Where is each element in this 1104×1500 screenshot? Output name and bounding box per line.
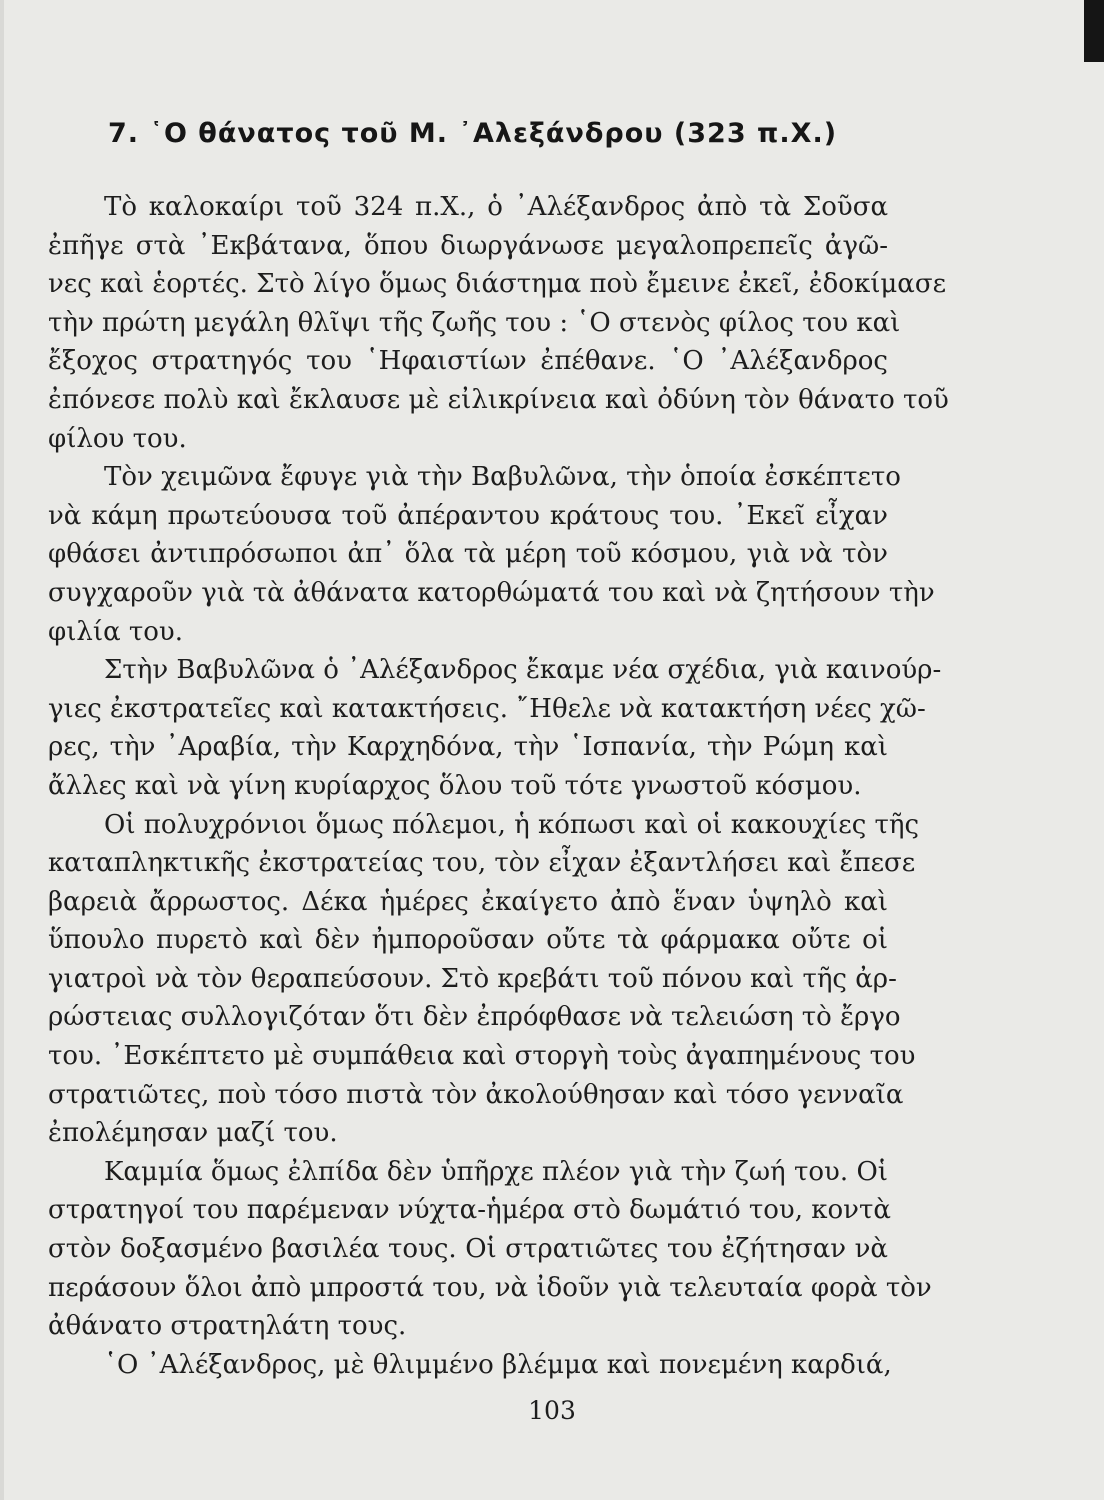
- text-line: βαρειὰ ἄρρωστος. Δέκα ἡμέρες ἐκαίγετο ἀπὸ ἕναν ὑψηλὸ καὶ: [48, 886, 888, 917]
- text-line: φιλία του.: [48, 616, 184, 647]
- scan-corner-mark: [1084, 0, 1104, 62]
- text-line: ἐπόνεσε πολὺ καὶ ἔκλαυσε μὲ εἰλικρίνεια καὶ ὀδύνη τὸν θάνατο τοῦ: [48, 384, 949, 415]
- page-number: 103: [528, 1396, 576, 1425]
- text-line: στρατιῶτες, ποὺ τόσο πιστὰ τὸν ἀκολούθησαν καὶ τόσο γενναῖα: [48, 1079, 904, 1110]
- text-line: ἐπῆγε στὰ ᾽Εκβάτανα, ὅπου διωργάνωσε μεγαλοπρεπεῖς ἀγῶ-: [48, 230, 888, 261]
- text-line: ἀθάνατο στρατηλάτη τους.: [48, 1311, 407, 1342]
- text-line: ὕπουλο πυρετὸ καὶ δὲν ἠμποροῦσαν οὔτε τὰ φάρμακα οὔτε οἱ: [48, 925, 888, 956]
- text-line: Τὸ καλοκαίρι τοῦ 324 π.Χ., ὁ ᾽Αλέξανδρος ἀπὸ τὰ Σοῦσα: [104, 192, 888, 222]
- text-line: στὸν δοξασμένο βασιλέα τους. Οἱ στρατιῶτες του ἐζήτησαν νὰ: [48, 1234, 888, 1265]
- body-text: [48, 188, 949, 1384]
- text-line: περάσουν ὅλοι ἀπὸ μπροστά του, νὰ ἰδοῦν γιὰ τελευταία φορὰ τὸν: [48, 1272, 932, 1303]
- paragraph-5: [48, 1153, 932, 1346]
- text-line: ἄλλες καὶ νὰ γίνη κυρίαρχος ὅλου τοῦ τότε γνωστοῦ κόσμου.: [48, 770, 862, 801]
- paragraph-3: [48, 651, 942, 805]
- text-line: ῾Ο ᾽Αλέξανδρος, μὲ θλιμμένο βλέμμα καὶ πονεμένη καρδιά,: [104, 1349, 892, 1380]
- text-line: φίλου του.: [48, 423, 187, 454]
- text-line: του. ᾽Εσκέπτετο μὲ συμπάθεια καὶ στοργὴ τοὺς ἀγαπημένους του: [48, 1041, 916, 1072]
- text-line: ρες, τὴν ᾽Αραβία, τὴν Καρχηδόνα, τὴν ῾Ισπανία, τὴν Ρώμη καὶ: [48, 732, 888, 763]
- text-line: Στὴν Βαβυλῶνα ὁ ᾽Αλέξανδρος ἔκαμε νέα σχέδια, γιὰ καινούρ-: [104, 655, 942, 686]
- text-line: ἔξοχος στρατηγός του ῾Ηφαιστίων ἐπέθανε. ῾Ο ᾽Αλέξανδρος: [48, 346, 888, 377]
- paragraph-1: [48, 188, 949, 458]
- text-line: ρώστειας συλλογιζόταν ὅτι δὲν ἐπρόφθασε νὰ τελειώση τὸ ἔργο: [48, 1002, 901, 1033]
- text-line: φθάσει ἀντιπρόσωποι ἀπ᾽ ὅλα τὰ μέρη τοῦ κόσμου, γιὰ νὰ τὸν: [48, 539, 888, 570]
- text-line: καταπληκτικῆς ἐκστρατείας του, τὸν εἶχαν ἐξαντλήσει καὶ ἔπεσε: [48, 848, 916, 879]
- paragraph-2: [48, 458, 935, 651]
- text-line: Καμμία ὅμως ἐλπίδα δὲν ὑπῆρχε πλέον γιὰ τὴν ζωή του. Οἱ: [104, 1156, 888, 1187]
- text-line: γιατροὶ νὰ τὸν θεραπεύσουν. Στὸ κρεβάτι τοῦ πόνου καὶ τῆς ἀρ-: [48, 963, 897, 994]
- text-line: γιες ἐκστρατεῖες καὶ κατακτήσεις. ῎Ηθελε νὰ κατακτήση νέες χῶ-: [48, 693, 926, 724]
- text-line: συγχαροῦν γιὰ τὰ ἀθάνατα κατορθώματά του καὶ νὰ ζητήσουν τὴν: [48, 577, 935, 608]
- text-line: στρατηγοί του παρέμεναν νύχτα-ἡμέρα στὸ δωμάτιό του, κοντὰ: [48, 1195, 891, 1226]
- chapter-title: 7. ῾Ο θάνατος τοῦ Μ. ᾽Αλεξάνδρου (323 π.Χ.): [108, 118, 838, 149]
- text-line: ἐπολέμησαν μαζί του.: [48, 1118, 338, 1149]
- text-line: νες καὶ ἑορτές. Στὸ λίγο ὅμως διάστημα ποὺ ἔμεινε ἐκεῖ, ἐδοκίμασε: [48, 269, 947, 300]
- page-edge-shadow: [0, 0, 4, 1500]
- text-line: Τὸν χειμῶνα ἔφυγε γιὰ τὴν Βαβυλῶνα, τὴν ὁποία ἐσκέπτετο: [104, 462, 901, 493]
- text-line: Οἱ πολυχρόνιοι ὅμως πόλεμοι, ἡ κόπωσι καὶ οἱ κακουχίες τῆς: [104, 809, 920, 840]
- text-line: τὴν πρώτη μεγάλη θλῖψι τῆς ζωῆς του : ῾Ο στενὸς φίλος του καὶ: [48, 307, 901, 338]
- text-line: νὰ κάμη πρωτεύουσα τοῦ ἀπέραντου κράτους του. ᾽Εκεῖ εἶχαν: [48, 500, 888, 531]
- paragraph-4: [48, 806, 920, 1153]
- paragraph-6: [48, 1346, 892, 1385]
